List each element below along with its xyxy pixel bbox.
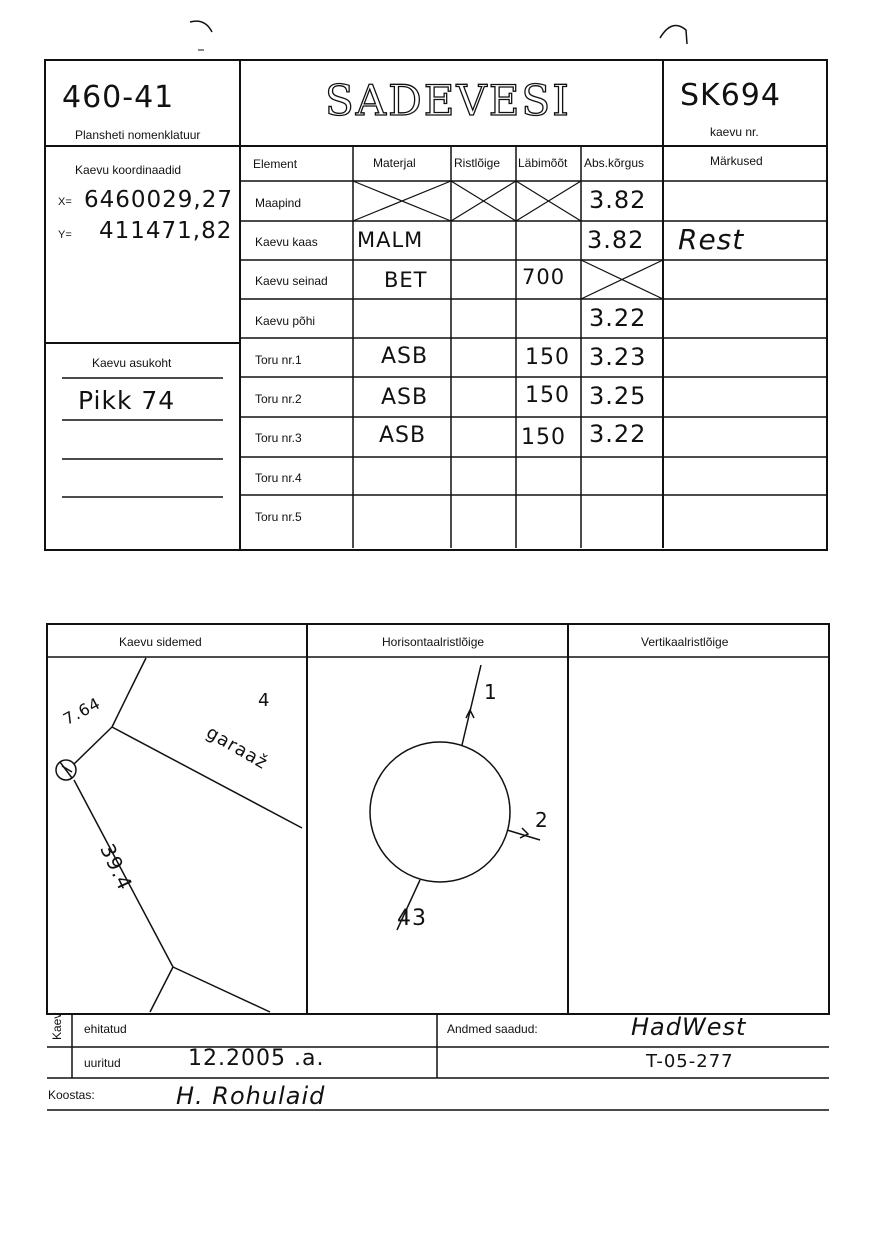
row-height: 3.82 bbox=[589, 186, 647, 214]
data-received-label: Andmed saadud: bbox=[447, 1022, 538, 1036]
building-label: garaaž bbox=[202, 722, 272, 774]
header-cross-section: Ristlõige bbox=[454, 156, 501, 170]
header-notes: Märkused bbox=[710, 154, 763, 168]
row-element: Kaevu kaas bbox=[255, 235, 318, 249]
row-material: MALM bbox=[357, 228, 424, 252]
well-number-label: kaevu nr. bbox=[710, 125, 759, 139]
row-element: Toru nr.3 bbox=[255, 431, 302, 445]
footer-side-label: Kaev bbox=[50, 1012, 64, 1040]
row-element: Kaevu seinad bbox=[255, 274, 328, 288]
header-diameter: Läbimõõt bbox=[518, 156, 568, 170]
row-material: ASB bbox=[381, 344, 429, 369]
sketch-col-horizontal: Horisontaalristlõige bbox=[382, 635, 485, 649]
row-height: 3.25 bbox=[589, 382, 647, 410]
header-element: Element bbox=[253, 157, 298, 171]
row-height: 3.22 bbox=[589, 304, 647, 332]
location-label: Kaevu asukoht bbox=[92, 356, 172, 370]
punch-hole-left bbox=[190, 21, 212, 32]
sheet-code: 460-41 bbox=[62, 80, 175, 115]
row-material: BET bbox=[384, 268, 428, 292]
row-element: Toru nr.5 bbox=[255, 510, 302, 524]
row-material: ASB bbox=[381, 385, 429, 410]
pipe-label-1: 1 bbox=[484, 680, 498, 704]
row-element: Kaevu põhi bbox=[255, 314, 316, 328]
row-element: Toru nr.2 bbox=[255, 392, 302, 406]
row-diameter: 150 bbox=[525, 383, 570, 408]
data-source: HadWest bbox=[631, 1013, 747, 1041]
author-value: H. Rohulaid bbox=[176, 1082, 326, 1110]
coords-label: Kaevu koordinaadid bbox=[75, 163, 182, 177]
row-diameter: 700 bbox=[522, 265, 566, 289]
row-height: 3.23 bbox=[589, 343, 647, 371]
row-diameter: 150 bbox=[525, 345, 570, 370]
header-abs-height: Abs.kõrgus bbox=[584, 156, 645, 170]
row-element: Toru nr.4 bbox=[255, 471, 302, 485]
sheet-label: Plansheti nomenklatuur bbox=[75, 128, 201, 142]
tie-distance-b: 39.4 bbox=[95, 840, 138, 895]
surveyed-value: 12.2005 .a. bbox=[188, 1046, 325, 1071]
sketch-col-vertical: Vertikaalristlõige bbox=[641, 635, 729, 649]
row-height: 3.82 bbox=[587, 226, 645, 254]
horizontal-section bbox=[370, 665, 540, 930]
y-coordinate: 411471,82 bbox=[99, 218, 233, 244]
row-notes: Rest bbox=[678, 223, 745, 256]
sketch-col-ties: Kaevu sidemed bbox=[119, 635, 202, 649]
row-diameter: 150 bbox=[521, 425, 566, 450]
row-element: Maapind bbox=[255, 196, 302, 210]
pipe-label-3: 43 bbox=[397, 906, 427, 931]
data-reference: T-05-277 bbox=[646, 1051, 734, 1072]
row-height: 3.22 bbox=[589, 420, 647, 448]
x-coordinate: 6460029,27 bbox=[84, 187, 234, 213]
header-material: Materjal bbox=[373, 156, 416, 170]
built-label: ehitatud bbox=[84, 1022, 127, 1036]
location-value: Pikk 74 bbox=[78, 386, 176, 415]
pipe-label-2: 2 bbox=[535, 808, 549, 832]
sketch-frame bbox=[47, 624, 829, 1014]
well-circle bbox=[370, 742, 510, 882]
author-label: Koostas: bbox=[48, 1088, 95, 1102]
row-element: Toru nr.1 bbox=[255, 353, 302, 367]
x-prefix: X= bbox=[58, 196, 72, 208]
page-title: SADEVESI bbox=[325, 76, 571, 125]
tie-distance-a: 7.64 bbox=[60, 693, 104, 729]
building-number: 4 bbox=[258, 690, 271, 711]
surveyed-label: uuritud bbox=[84, 1056, 121, 1070]
punch-hole-right bbox=[660, 26, 687, 45]
well-number: SK694 bbox=[680, 78, 781, 113]
y-prefix: Y= bbox=[58, 229, 72, 241]
row-material: ASB bbox=[379, 423, 427, 448]
